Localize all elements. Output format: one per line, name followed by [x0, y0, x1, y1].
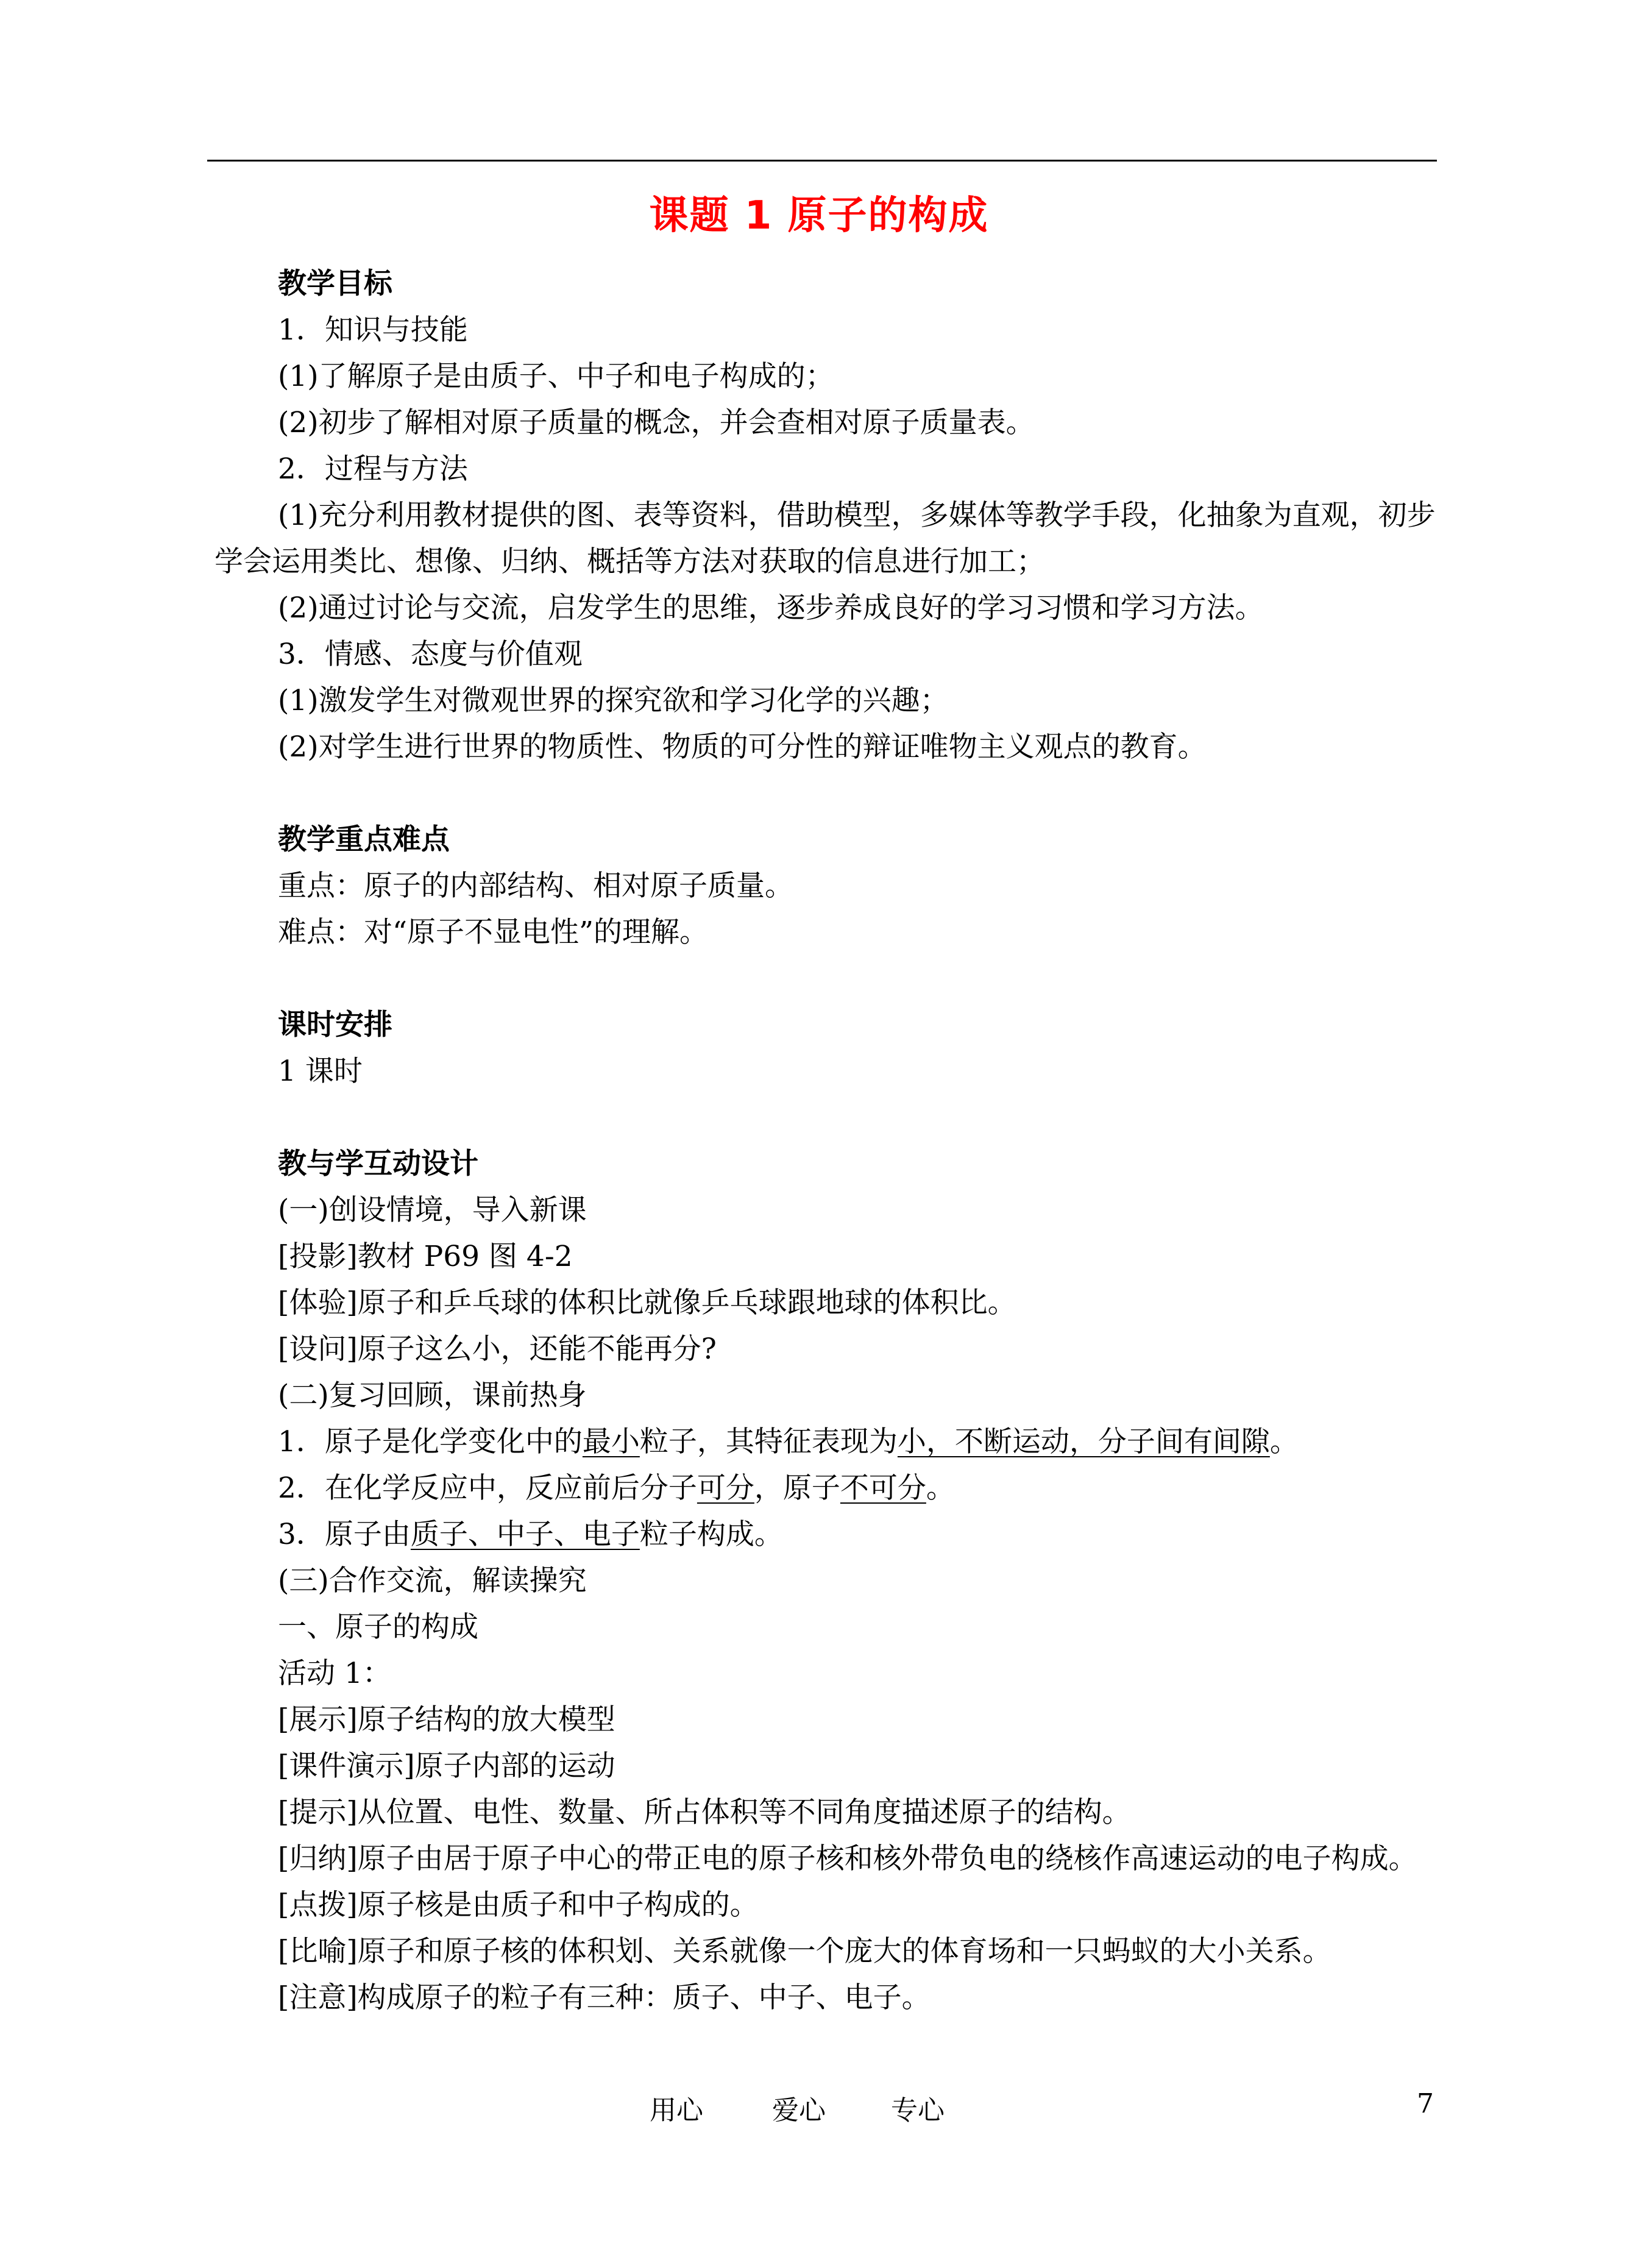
section-review: (二)复习回顾，课前热身 [278, 1379, 587, 1412]
objective-emotion: 3．情感、态度与价值观 [278, 638, 583, 671]
answer-blank: 最小 [582, 1425, 640, 1459]
key-difficulty: 难点：对“原子不显电性”的理解。 [278, 915, 709, 949]
caution-note: [注意]构成原子的粒子有三种：质子、中子、电子。 [278, 1981, 931, 2014]
objective-knowledge-1: (1)了解原子是由质子、中子和电子构成的； [278, 360, 834, 393]
objective-process: 2．过程与方法 [278, 452, 468, 486]
hint-note: [提示]从位置、电性、数量、所占体积等不同角度描述原子的结构。 [278, 1796, 1131, 1829]
review-item-2: 2．在化学反应中，反应前后分子可分，原子不可分。 [278, 1471, 955, 1505]
page-title: 课题 1 原子的构成 [649, 193, 989, 238]
answer-blank: 小，不断运动，分子间有间隙 [897, 1425, 1270, 1459]
footer-motto-1: 用心 [650, 2095, 703, 2126]
objective-emotion-1: (1)激发学生对微观世界的探究欲和学习化学的兴趣； [278, 684, 949, 717]
question-note: [设问]原子这么小，还能不能再分? [278, 1332, 717, 1366]
show-note: [展示]原子结构的放大模型 [278, 1703, 615, 1737]
objectives-heading: 教学目标 [278, 267, 392, 300]
answer-blank: 质子、中子、电子 [410, 1518, 640, 1551]
part-atom-structure: 一、原子的构成 [278, 1610, 478, 1644]
schedule-heading: 课时安排 [278, 1008, 392, 1042]
section-cooperation: (三)合作交流，解读操究 [278, 1564, 587, 1598]
summary-note: [归纳]原子由居于原子中心的带正电的原子核和核外带负电的绕核作高速运动的电子构成。 [278, 1842, 1417, 1875]
projection-note: [投影]教材 P69 图 4-2 [278, 1240, 573, 1273]
spacer [214, 770, 1458, 817]
activity-1: 活动 1： [278, 1657, 391, 1690]
document-body [214, 261, 1458, 2021]
demo-note: [课件演示]原子内部的运动 [278, 1749, 615, 1783]
point-note: [点拨]原子核是由质子和中子构成的。 [278, 1888, 759, 1922]
objective-emotion-2: (2)对学生进行世界的物质性、物质的可分性的辩证唯物主义观点的教育。 [278, 730, 1207, 764]
review-item-1: 1．原子是化学变化中的最小粒子，其特征表现为小，不断运动，分子间有间隙。 [278, 1425, 1299, 1459]
page-number: 7 [1417, 2088, 1434, 2119]
header-rule [207, 160, 1437, 162]
footer-motto-3: 专心 [891, 2095, 945, 2126]
design-heading: 教与学互动设计 [278, 1147, 478, 1181]
objective-knowledge-2: (2)初步了解相对原子质量的概念，并会查相对原子质量表。 [278, 406, 1035, 439]
review-item-3: 3．原子由质子、中子、电子粒子构成。 [278, 1518, 783, 1551]
schedule-hours: 1 课时 [278, 1054, 363, 1088]
footer-motto-2: 爱心 [772, 2095, 826, 2126]
metaphor-note: [比喻]原子和原子核的体积划、关系就像一个庞大的体育场和一只蚂蚁的大小关系。 [278, 1935, 1331, 1968]
answer-blank: 不可分 [840, 1471, 926, 1505]
spacer [214, 956, 1458, 1002]
section-intro: (一)创设情境，导入新课 [278, 1193, 587, 1227]
answer-blank: 可分 [697, 1471, 754, 1505]
spacer [214, 1095, 1458, 1141]
key-focus: 重点：原子的内部结构、相对原子质量。 [278, 869, 793, 903]
objective-knowledge: 1．知识与技能 [278, 313, 468, 347]
objective-process-2: (2)通过讨论与交流，启发学生的思维，逐步养成良好的学习习惯和学习方法。 [278, 591, 1264, 625]
key-points-heading: 教学重点难点 [278, 823, 450, 856]
experience-note: [体验]原子和乒乓球的体积比就像乒乓球跟地球的体积比。 [278, 1286, 1016, 1320]
objective-process-1: (1)充分利用教材提供的图、表等资料，借助模型，多媒体等教学手段，化抽象为直观，初步学会运用类比、想像、归纳、概括等方法对获取的信息进行加工； [214, 499, 1436, 578]
